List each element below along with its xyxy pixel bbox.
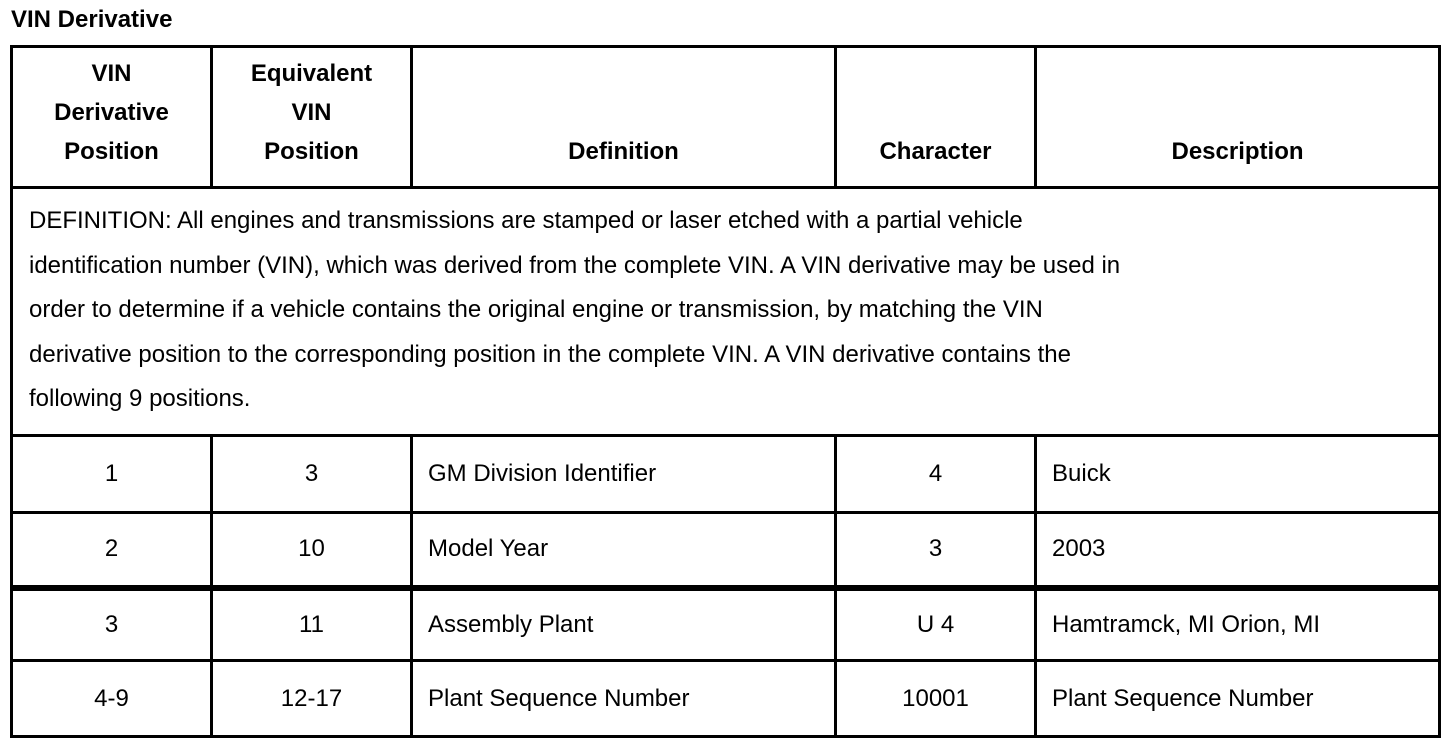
cell-derivative-position: 3 bbox=[12, 588, 212, 661]
header-line: Position bbox=[264, 138, 359, 165]
cell-character: 4 bbox=[836, 436, 1036, 513]
cell-definition: Plant Sequence Number bbox=[412, 661, 836, 737]
cell-derivative-position: 1 bbox=[12, 436, 212, 513]
cell-character: 10001 bbox=[836, 661, 1036, 737]
cell-description: Plant Sequence Number bbox=[1036, 661, 1440, 737]
header-line: Definition bbox=[568, 138, 679, 165]
header-line: VIN bbox=[291, 99, 332, 126]
definition-line: following 9 positions. bbox=[29, 385, 251, 412]
table-header-row bbox=[12, 47, 1440, 188]
header-line: Position bbox=[64, 138, 159, 165]
cell-derivative-position: 4-9 bbox=[12, 661, 212, 737]
table-row bbox=[12, 513, 1440, 588]
cell-equivalent-position: 10 bbox=[212, 513, 412, 588]
header-line: Character bbox=[879, 138, 992, 165]
header-vin-derivative-position bbox=[12, 47, 212, 188]
table-row bbox=[12, 588, 1440, 661]
header-character bbox=[836, 47, 1036, 188]
definition-line: DEFINITION: All engines and transmissions are stamped or laser etched with a partial vehicle bbox=[29, 207, 1023, 234]
cell-definition: Assembly Plant bbox=[412, 588, 836, 661]
definition-line: derivative position to the corresponding position in the complete VIN. A VIN derivative contains the bbox=[29, 340, 1071, 368]
header-definition bbox=[412, 47, 836, 188]
cell-character: U 4 bbox=[836, 588, 1036, 661]
cell-character: 3 bbox=[836, 513, 1036, 588]
cell-description: Hamtramck, MI Orion, MI bbox=[1036, 588, 1440, 661]
header-line: Derivative bbox=[54, 99, 169, 126]
table-row bbox=[12, 661, 1440, 737]
header-line: Equivalent bbox=[250, 60, 373, 87]
definition-row bbox=[12, 188, 1440, 436]
table-row bbox=[12, 436, 1440, 513]
cell-definition: GM Division Identifier bbox=[412, 436, 836, 513]
cell-description: 2003 bbox=[1036, 513, 1440, 588]
header-line: VIN bbox=[91, 60, 132, 87]
vin-derivative-table bbox=[10, 45, 1441, 738]
header-description bbox=[1036, 47, 1440, 188]
cell-description: Buick bbox=[1036, 436, 1440, 513]
page-title: VIN Derivative bbox=[11, 6, 173, 33]
definition-line: order to determine if a vehicle contains the original engine or transmission, by matching the VIN bbox=[29, 296, 1043, 323]
cell-derivative-position: 2 bbox=[12, 513, 212, 588]
cell-equivalent-position: 12-17 bbox=[212, 661, 412, 737]
definition-line: identification number (VIN), which was derived from the complete VIN. A VIN derivative may be used in bbox=[29, 251, 1121, 279]
cell-equivalent-position: 3 bbox=[212, 436, 412, 513]
header-equivalent-vin-position bbox=[212, 47, 412, 188]
definition-cell bbox=[12, 188, 1440, 436]
cell-equivalent-position: 11 bbox=[212, 588, 412, 661]
header-line: Description bbox=[1171, 138, 1304, 165]
cell-definition: Model Year bbox=[412, 513, 836, 588]
